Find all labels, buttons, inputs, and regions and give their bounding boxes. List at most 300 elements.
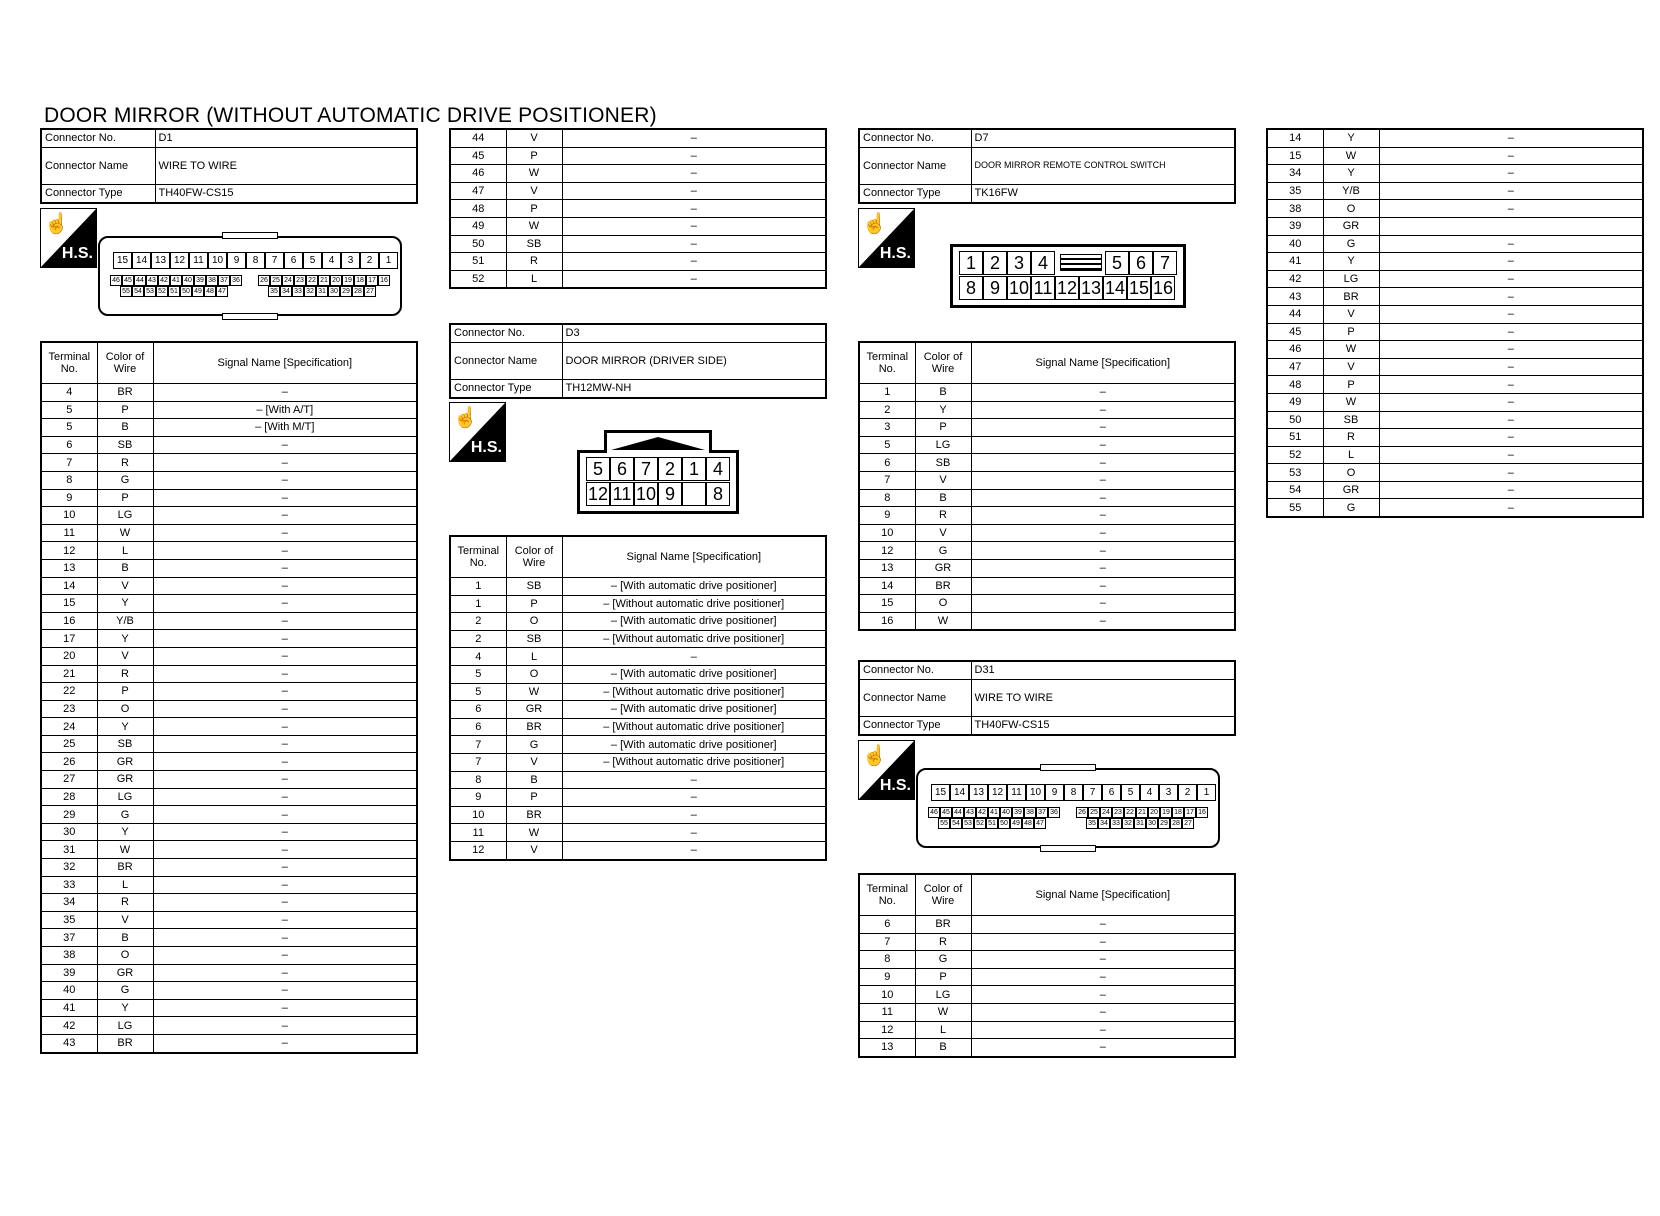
pin-number: 52 <box>156 286 168 297</box>
wire-color-cell: R <box>506 253 562 271</box>
terminal-no-cell: 5 <box>450 683 506 701</box>
pin-number: 16 <box>1196 807 1208 818</box>
pin-number: 10 <box>1008 278 1030 298</box>
wire-color-cell: G <box>97 982 153 1000</box>
signal-name-cell: – <box>153 788 417 806</box>
table-row <box>859 489 1235 507</box>
table-row <box>1267 341 1643 359</box>
table-row <box>41 753 417 771</box>
harness-side-icon <box>40 208 97 268</box>
pin-number: 33 <box>1110 818 1122 829</box>
table-row <box>1267 253 1643 271</box>
terminal-no-cell: 32 <box>41 859 97 877</box>
terminal-no-cell: 31 <box>41 841 97 859</box>
signal-name-header: Signal Name [Specification] <box>153 342 417 384</box>
pin-number: 47 <box>1034 818 1046 829</box>
d7-latch <box>1060 254 1102 271</box>
wire-color-cell: P <box>915 968 971 986</box>
hs-label: H.S. <box>61 245 93 262</box>
d7-connector-name: DOOR MIRROR REMOTE CONTROL SWITCH <box>971 148 1235 185</box>
pin-number: 25 <box>1088 807 1100 818</box>
d31-connector-face <box>916 768 1220 848</box>
signal-name-cell: – <box>1379 429 1643 447</box>
hs-label: H.S. <box>879 245 911 262</box>
hand-icon: ☝ <box>862 745 887 767</box>
signal-name-cell: – <box>153 700 417 718</box>
connector-no-label: Connector No. <box>859 129 971 148</box>
table-row <box>450 578 826 596</box>
d1-face-row2a <box>110 275 242 286</box>
table-row <box>41 559 417 577</box>
table-row <box>450 200 826 218</box>
table-row <box>859 436 1235 454</box>
signal-name-cell: – <box>153 489 417 507</box>
pin-number: 43 <box>964 807 976 818</box>
pin-number: 7 <box>265 252 284 269</box>
signal-name-cell: – <box>562 253 826 271</box>
wire-color-cell: V <box>97 577 153 595</box>
page-title: DOOR MIRROR (WITHOUT AUTOMATIC DRIVE POSITIONER) <box>44 104 657 127</box>
terminal-no-cell: 12 <box>859 1021 915 1039</box>
pin-number: 37 <box>1036 807 1048 818</box>
pin-number: 30 <box>328 286 340 297</box>
d31-terminal-table <box>858 873 1236 1058</box>
table-row <box>41 964 417 982</box>
terminal-no-cell: 45 <box>450 147 506 165</box>
wire-color-cell: O <box>1323 464 1379 482</box>
signal-name-cell: – <box>562 200 826 218</box>
d1-connector-face <box>98 236 402 316</box>
table-row <box>450 701 826 719</box>
pin-number: 42 <box>158 275 170 286</box>
wire-color-cell: BR <box>506 718 562 736</box>
terminal-no-cell: 12 <box>41 542 97 560</box>
pin-number: 40 <box>182 275 194 286</box>
d3-connector-no: D3 <box>562 324 826 343</box>
wire-color-cell: V <box>1323 358 1379 376</box>
d1-terminal-table <box>40 341 418 1054</box>
table-row <box>1267 217 1643 235</box>
table-row <box>1267 165 1643 183</box>
wire-color-cell: W <box>97 524 153 542</box>
table-row <box>450 253 826 271</box>
hand-icon: ☝ <box>862 213 887 235</box>
table-row <box>1267 429 1643 447</box>
terminal-no-cell: 9 <box>41 489 97 507</box>
wire-color-cell: LG <box>97 788 153 806</box>
d1-face-row3b <box>268 286 376 297</box>
signal-name-cell: – [Without automatic drive positioner] <box>562 718 826 736</box>
pin-number: 25 <box>270 275 282 286</box>
signal-name-cell: – <box>153 665 417 683</box>
pin-number: 2 <box>983 251 1007 275</box>
signal-name-cell: – <box>562 270 826 288</box>
signal-name-header: Signal Name [Specification] <box>971 342 1235 384</box>
pin-number: 11 <box>1007 784 1026 801</box>
signal-name-cell: – [With A/T] <box>153 401 417 419</box>
wire-color-cell: V <box>506 753 562 771</box>
terminal-no-cell: 10 <box>450 806 506 824</box>
wire-color-cell: W <box>506 824 562 842</box>
table-row <box>859 454 1235 472</box>
wire-color-cell: G <box>915 951 971 969</box>
table-row <box>41 982 417 1000</box>
pin-number <box>682 482 706 506</box>
signal-name-cell: – <box>153 436 417 454</box>
wire-color-cell: W <box>1323 341 1379 359</box>
signal-name-cell: – <box>971 986 1235 1004</box>
pin-number: 7 <box>634 457 658 481</box>
pin-number: 50 <box>998 818 1010 829</box>
signal-name-cell: – <box>971 489 1235 507</box>
d31-face-row1 <box>931 784 1216 801</box>
wire-color-cell: R <box>1323 429 1379 447</box>
wire-color-cell: P <box>1323 376 1379 394</box>
terminal-no-cell: 5 <box>41 419 97 437</box>
wire-color-cell: G <box>97 806 153 824</box>
pin-number: 1 <box>959 251 983 275</box>
hand-icon: ☝ <box>453 407 478 429</box>
wire-color-cell: W <box>506 683 562 701</box>
terminal-no-cell: 48 <box>1267 376 1323 394</box>
signal-name-cell: – [With automatic drive positioner] <box>562 613 826 631</box>
signal-name-cell: – <box>153 683 417 701</box>
terminal-no-cell: 48 <box>450 200 506 218</box>
wire-color-cell: Y <box>915 401 971 419</box>
signal-name-cell: – <box>1379 411 1643 429</box>
wire-color-cell: R <box>97 665 153 683</box>
signal-name-cell: – <box>971 419 1235 437</box>
pin-number: 3 <box>1159 784 1178 801</box>
wire-color-cell: V <box>1323 305 1379 323</box>
pin-number: 17 <box>1184 807 1196 818</box>
terminal-no-cell: 15 <box>859 595 915 613</box>
pin-number: 12 <box>587 484 609 504</box>
terminal-no-cell: 37 <box>41 929 97 947</box>
signal-name-cell: – <box>153 471 417 489</box>
pin-number: 48 <box>1022 818 1034 829</box>
wire-color-cell: BR <box>915 916 971 934</box>
d1-face-row1 <box>113 252 398 269</box>
table-row <box>450 789 826 807</box>
terminal-no-cell: 40 <box>41 982 97 1000</box>
table-row <box>859 577 1235 595</box>
wire-color-cell: BR <box>915 577 971 595</box>
d1-connector-type: TH40FW-CS15 <box>155 185 417 204</box>
table-row <box>41 542 417 560</box>
pin-number: 41 <box>988 807 1000 818</box>
pin-number: 8 <box>246 252 265 269</box>
color-of-wire-header: Color of Wire <box>915 874 971 916</box>
table-row <box>41 947 417 965</box>
terminal-no-cell: 15 <box>1267 147 1323 165</box>
signal-name-cell: – <box>1379 200 1643 218</box>
table-row <box>1267 270 1643 288</box>
terminal-no-cell: 8 <box>859 489 915 507</box>
wire-color-cell: P <box>97 401 153 419</box>
signal-name-cell: – [Without automatic drive positioner] <box>562 683 826 701</box>
connector-no-label: Connector No. <box>859 661 971 680</box>
wire-color-cell: GR <box>1323 481 1379 499</box>
pin-number: 35 <box>1086 818 1098 829</box>
pin-number: 31 <box>316 286 328 297</box>
signal-name-cell: – <box>562 841 826 859</box>
signal-name-cell: – <box>1379 270 1643 288</box>
pin-number: 36 <box>1048 807 1060 818</box>
signal-name-cell: – <box>562 824 826 842</box>
wire-color-cell: V <box>506 841 562 859</box>
d3-connector-type: TH12MW-NH <box>562 380 826 399</box>
terminal-no-cell: 14 <box>41 577 97 595</box>
table-row <box>859 1003 1235 1021</box>
pin-number: 12 <box>1056 278 1078 298</box>
wire-color-cell: W <box>506 165 562 183</box>
d7-connector-type: TK16FW <box>971 185 1235 204</box>
pin-number: 13 <box>1080 278 1102 298</box>
table-row <box>859 524 1235 542</box>
pin-number: 20 <box>330 275 342 286</box>
wire-color-cell: BR <box>506 806 562 824</box>
signal-name-cell: – <box>153 735 417 753</box>
table-row <box>859 933 1235 951</box>
terminal-no-cell: 44 <box>1267 305 1323 323</box>
d3-connector-name: DOOR MIRROR (DRIVER SIDE) <box>562 343 826 380</box>
wire-color-cell: Y/B <box>1323 182 1379 200</box>
wire-color-cell: GR <box>97 753 153 771</box>
wire-color-cell: SB <box>506 235 562 253</box>
terminal-no-cell: 52 <box>1267 446 1323 464</box>
table-row <box>450 129 826 147</box>
d1-connector-no: D1 <box>155 129 417 148</box>
signal-name-cell <box>1379 217 1643 235</box>
terminal-no-cell: 30 <box>41 823 97 841</box>
pin-number: 8 <box>1064 784 1083 801</box>
table-row <box>41 647 417 665</box>
terminal-no-cell: 42 <box>41 1017 97 1035</box>
table-row <box>1267 182 1643 200</box>
terminal-no-cell: 6 <box>859 916 915 934</box>
pin-number: 50 <box>180 286 192 297</box>
hs-label: H.S. <box>470 439 502 456</box>
table-row <box>41 859 417 877</box>
connector-name-label: Connector Name <box>859 680 971 717</box>
terminal-no-cell: 16 <box>41 612 97 630</box>
connector-no-label: Connector No. <box>450 324 562 343</box>
table-row <box>450 841 826 859</box>
table-row <box>1267 411 1643 429</box>
wire-color-cell: LG <box>915 436 971 454</box>
wire-color-cell: B <box>915 384 971 402</box>
signal-name-cell: – <box>153 999 417 1017</box>
terminal-no-cell: 34 <box>1267 165 1323 183</box>
signal-name-cell: – [With M/T] <box>153 419 417 437</box>
terminal-no-cell: 6 <box>450 701 506 719</box>
signal-name-cell: – <box>153 630 417 648</box>
terminal-no-cell: 27 <box>41 771 97 789</box>
wire-color-cell: B <box>97 419 153 437</box>
pin-number: 1 <box>682 457 706 481</box>
terminal-no-cell: 20 <box>41 647 97 665</box>
terminal-no-cell: 8 <box>41 471 97 489</box>
pin-number: 15 <box>113 252 132 269</box>
signal-name-cell: – <box>1379 305 1643 323</box>
terminal-no-cell: 15 <box>41 595 97 613</box>
wire-color-cell: P <box>506 595 562 613</box>
wire-color-cell: L <box>97 876 153 894</box>
connector-type-label: Connector Type <box>41 185 155 204</box>
table-row <box>450 270 826 288</box>
d7-connector-face <box>950 244 1186 308</box>
signal-name-cell: – <box>153 894 417 912</box>
table-row <box>1267 393 1643 411</box>
table-row <box>41 823 417 841</box>
terminal-no-cell: 35 <box>41 911 97 929</box>
pin-number: 16 <box>1152 278 1174 298</box>
table-row <box>41 1034 417 1052</box>
terminal-no-cell: 6 <box>41 436 97 454</box>
d7-connector-header <box>858 128 1236 204</box>
table-row <box>859 968 1235 986</box>
wire-color-cell: O <box>1323 200 1379 218</box>
terminal-no-cell: 13 <box>859 1039 915 1057</box>
terminal-no-cell: 6 <box>859 454 915 472</box>
table-row <box>41 524 417 542</box>
wire-color-cell: L <box>506 270 562 288</box>
wire-color-cell: O <box>97 947 153 965</box>
table-row <box>41 507 417 525</box>
pin-number: 32 <box>1122 818 1134 829</box>
terminal-no-cell: 8 <box>859 951 915 969</box>
wire-color-cell: BR <box>97 859 153 877</box>
wire-color-cell: BR <box>97 384 153 402</box>
table-row <box>41 929 417 947</box>
signal-name-cell: – <box>1379 464 1643 482</box>
pin-number: 29 <box>1158 818 1170 829</box>
wire-color-cell: SB <box>506 630 562 648</box>
pin-number: 4 <box>322 252 341 269</box>
table-row <box>1267 200 1643 218</box>
wire-color-cell: B <box>97 559 153 577</box>
pin-number: 6 <box>610 457 634 481</box>
pin-number: 1 <box>379 252 398 269</box>
signal-name-cell: – <box>971 1039 1235 1057</box>
wire-color-cell: GR <box>915 559 971 577</box>
pin-number: 11 <box>1031 276 1055 300</box>
d7-terminal-table <box>858 341 1236 631</box>
wire-color-cell: GR <box>97 964 153 982</box>
terminal-no-cell: 40 <box>1267 235 1323 253</box>
wire-color-cell: P <box>506 200 562 218</box>
terminal-no-cell: 50 <box>450 235 506 253</box>
signal-name-cell: – <box>971 454 1235 472</box>
signal-name-cell: – <box>562 129 826 147</box>
wire-color-cell: G <box>97 471 153 489</box>
pin-number: 44 <box>952 807 964 818</box>
table-row <box>450 595 826 613</box>
terminal-no-cell: 6 <box>450 718 506 736</box>
wire-color-cell: G <box>506 736 562 754</box>
terminal-no-cell: 1 <box>450 578 506 596</box>
pin-number: 32 <box>304 286 316 297</box>
terminal-no-cell: 41 <box>1267 253 1323 271</box>
terminal-no-cell: 54 <box>1267 481 1323 499</box>
wire-color-cell: SB <box>506 578 562 596</box>
signal-name-cell: – <box>153 929 417 947</box>
signal-name-cell: – <box>562 217 826 235</box>
table-row <box>41 489 417 507</box>
pin-number: 21 <box>1136 807 1148 818</box>
connector-no-label: Connector No. <box>41 129 155 148</box>
terminal-no-cell: 2 <box>450 613 506 631</box>
wire-color-cell: V <box>506 129 562 147</box>
signal-name-cell: – [Without automatic drive positioner] <box>562 595 826 613</box>
table-row <box>450 736 826 754</box>
terminal-no-cell: 9 <box>450 789 506 807</box>
terminal-no-cell: 9 <box>859 968 915 986</box>
table-row <box>450 648 826 666</box>
signal-name-cell: – <box>153 947 417 965</box>
table-row <box>41 1017 417 1035</box>
terminal-no-cell: 11 <box>859 1003 915 1021</box>
table-row <box>859 951 1235 969</box>
terminal-no-header: Terminal No. <box>450 536 506 578</box>
color-of-wire-header: Color of Wire <box>506 536 562 578</box>
terminal-no-cell: 8 <box>450 771 506 789</box>
pin-number: 41 <box>170 275 182 286</box>
signal-name-cell: – <box>153 911 417 929</box>
pin-number: 4 <box>1031 251 1055 275</box>
pin-number: 48 <box>204 286 216 297</box>
wire-color-cell: Y <box>97 718 153 736</box>
signal-name-cell: – <box>1379 481 1643 499</box>
pin-number: 46 <box>928 807 940 818</box>
pin-number: 23 <box>294 275 306 286</box>
table-row <box>859 612 1235 630</box>
signal-name-cell: – <box>1379 341 1643 359</box>
signal-name-cell: – <box>562 235 826 253</box>
d7-face-row1a <box>959 251 1055 275</box>
pin-number: 35 <box>268 286 280 297</box>
table-row <box>1267 129 1643 147</box>
terminal-no-cell: 3 <box>859 419 915 437</box>
signal-name-cell: – <box>153 647 417 665</box>
pin-number: 23 <box>1112 807 1124 818</box>
wire-color-cell: P <box>915 419 971 437</box>
terminal-no-cell: 44 <box>450 129 506 147</box>
pin-number: 2 <box>360 252 379 269</box>
terminal-no-cell: 10 <box>41 507 97 525</box>
signal-name-cell: – <box>1379 147 1643 165</box>
table-row <box>450 683 826 701</box>
pin-number: 49 <box>192 286 204 297</box>
signal-name-cell: – <box>1379 446 1643 464</box>
terminal-no-cell: 47 <box>450 182 506 200</box>
table-row <box>41 384 417 402</box>
pin-number: 28 <box>1170 818 1182 829</box>
pin-number: 21 <box>318 275 330 286</box>
pin-number: 55 <box>120 286 132 297</box>
signal-name-cell: – <box>153 753 417 771</box>
pin-number: 33 <box>292 286 304 297</box>
table-row <box>1267 305 1643 323</box>
terminal-no-cell: 12 <box>859 542 915 560</box>
terminal-no-cell: 51 <box>1267 429 1323 447</box>
wire-color-cell: LG <box>915 986 971 1004</box>
terminal-no-cell: 12 <box>450 841 506 859</box>
d3-connector-header <box>449 323 827 399</box>
pin-number: 46 <box>110 275 122 286</box>
pin-number: 42 <box>976 807 988 818</box>
